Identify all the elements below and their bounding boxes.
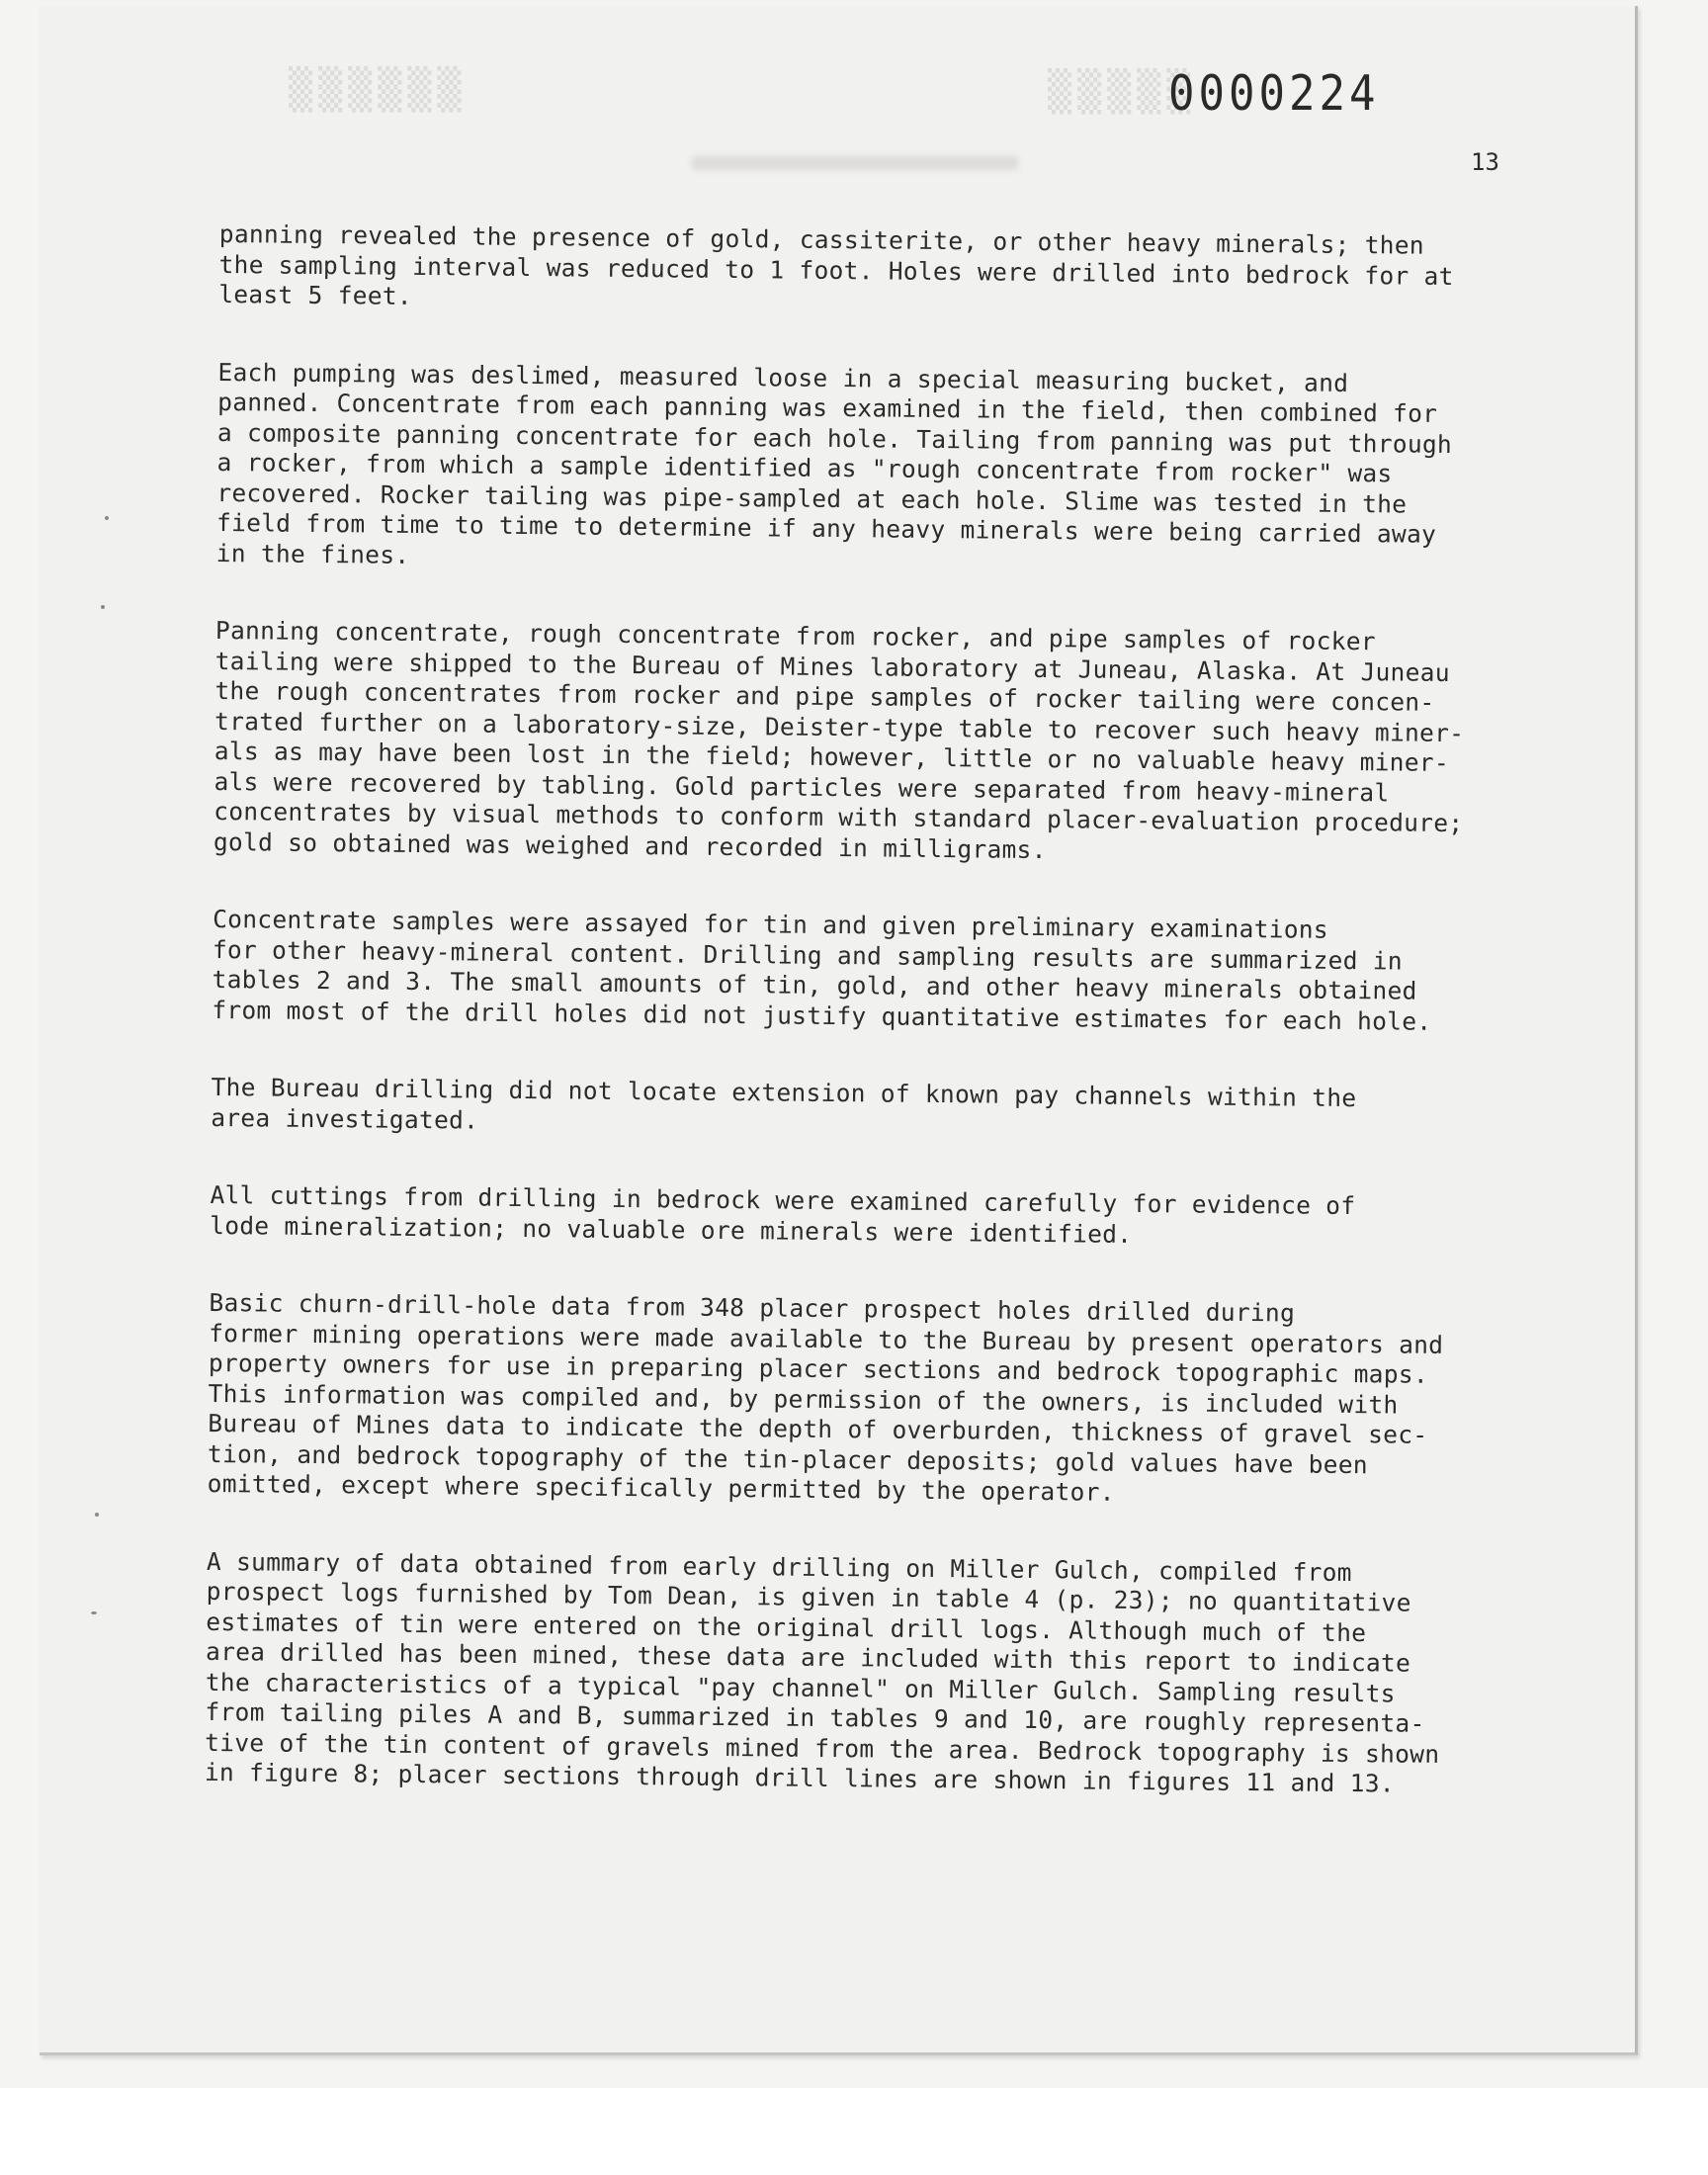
scan-speck [91, 1611, 97, 1614]
paragraph: Concentrate samples were assayed for tin and given preliminary examinations for other heavy-mineral content. Drilling and sampling results are summarized in tables 2 and 3. The small amounts of tin, gold, and other heavy minerals obtained from most of the drill holes did not justify quantitative estimates for each hole. [212, 904, 1432, 1036]
paragraph: Each pumping was deslimed, measured loose in a special measuring bucket, and panned. Concentrate from each panning was examined in the field, then combined for a composite panning concentrate for each hole. Tailing from panning was put through a rocker, from which a sample identified as "rough concentrate from rocker" was recovered. Rocker tailing was pipe-sampled at each hole. Slime was tested in the field from time to time to determine if any heavy minerals were being carried away in the fines. [215, 357, 1453, 569]
page-number: 13 [1471, 148, 1499, 176]
paragraph: The Bureau drilling did not locate extension of known pay channels within the area investigated. [211, 1072, 1357, 1135]
scan-speck [95, 1513, 99, 1517]
scan-background [0, 2088, 1708, 2175]
paragraph: A summary of data obtained from early drilling on Miller Gulch, compiled from prospect logs furnished by Tom Dean, is given in table 4 (p. 23); no quantitative estimates of tin were entered on the original drill logs. Although much of the area drilled has been mined, these data are included with this report to indicate the characteristics of a typical "pay channel" on Miller Gulch. Sampling results from tailing piles A and B, summarized in tables 9 and 10, are roughly representa- tive of the tin content of gravels mined from the area. Bedrock topography is shown in figure 8; placer sections through drill lines are shown in figures 11 and 13. [204, 1546, 1440, 1798]
paragraph: Basic churn-drill-hole data from 348 placer prospect holes drilled during former mining operations were made available to the Bureau by present operators and property owners for use in preparing placer sections and bedrock topographic maps. This information was compiled and, by permission of the owners, is included with Bureau of Mines data to indicate the depth of overburden, thickness of gravel sec- tion, and bedrock topography of the tin-placer deposits; gold values have been omitted, except where specifically permitted by the operator. [207, 1287, 1444, 1507]
scan-speck [101, 605, 105, 609]
paragraph: All cuttings from drilling in bedrock were examined carefully for evidence of lode mineralization; no valuable ore minerals were identified. [210, 1179, 1356, 1249]
scan-speck [105, 516, 109, 520]
document-number: 0000224 [1168, 65, 1380, 123]
bleed-through-mark: ▒▒▒▒▒▒ [289, 67, 468, 113]
bleed-through-mark: ▒▒▒▒▒ [1048, 69, 1197, 115]
paragraph: Panning concentrate, rough concentrate from rocker, and pipe samples of rocker tailing were shipped to the Bureau of Mines laboratory at Juneau, Alaska. At Juneau the rough concentrates from rocker and pipe samples of rocker tailing were concen- trated further on a laboratory-size, Deister-type table to recover such heavy miner- als as may have been lost in the field; however, little or no valuable heavy miner- als were recovered by tabling. Gold particles were separated from heavy-mineral concentrates by visual methods to conform with standard placer-evaluation procedure; gold so obtained was weighed and recorded in milligrams. [213, 615, 1465, 864]
bleed-through-header [692, 156, 1018, 170]
paragraph: panning revealed the presence of gold, cassiterite, or other heavy minerals; then the sampling interval was reduced to 1 foot. Holes were drilled into bedrock for at least 5 feet. [218, 219, 1454, 310]
body-text [204, 219, 1514, 1848]
